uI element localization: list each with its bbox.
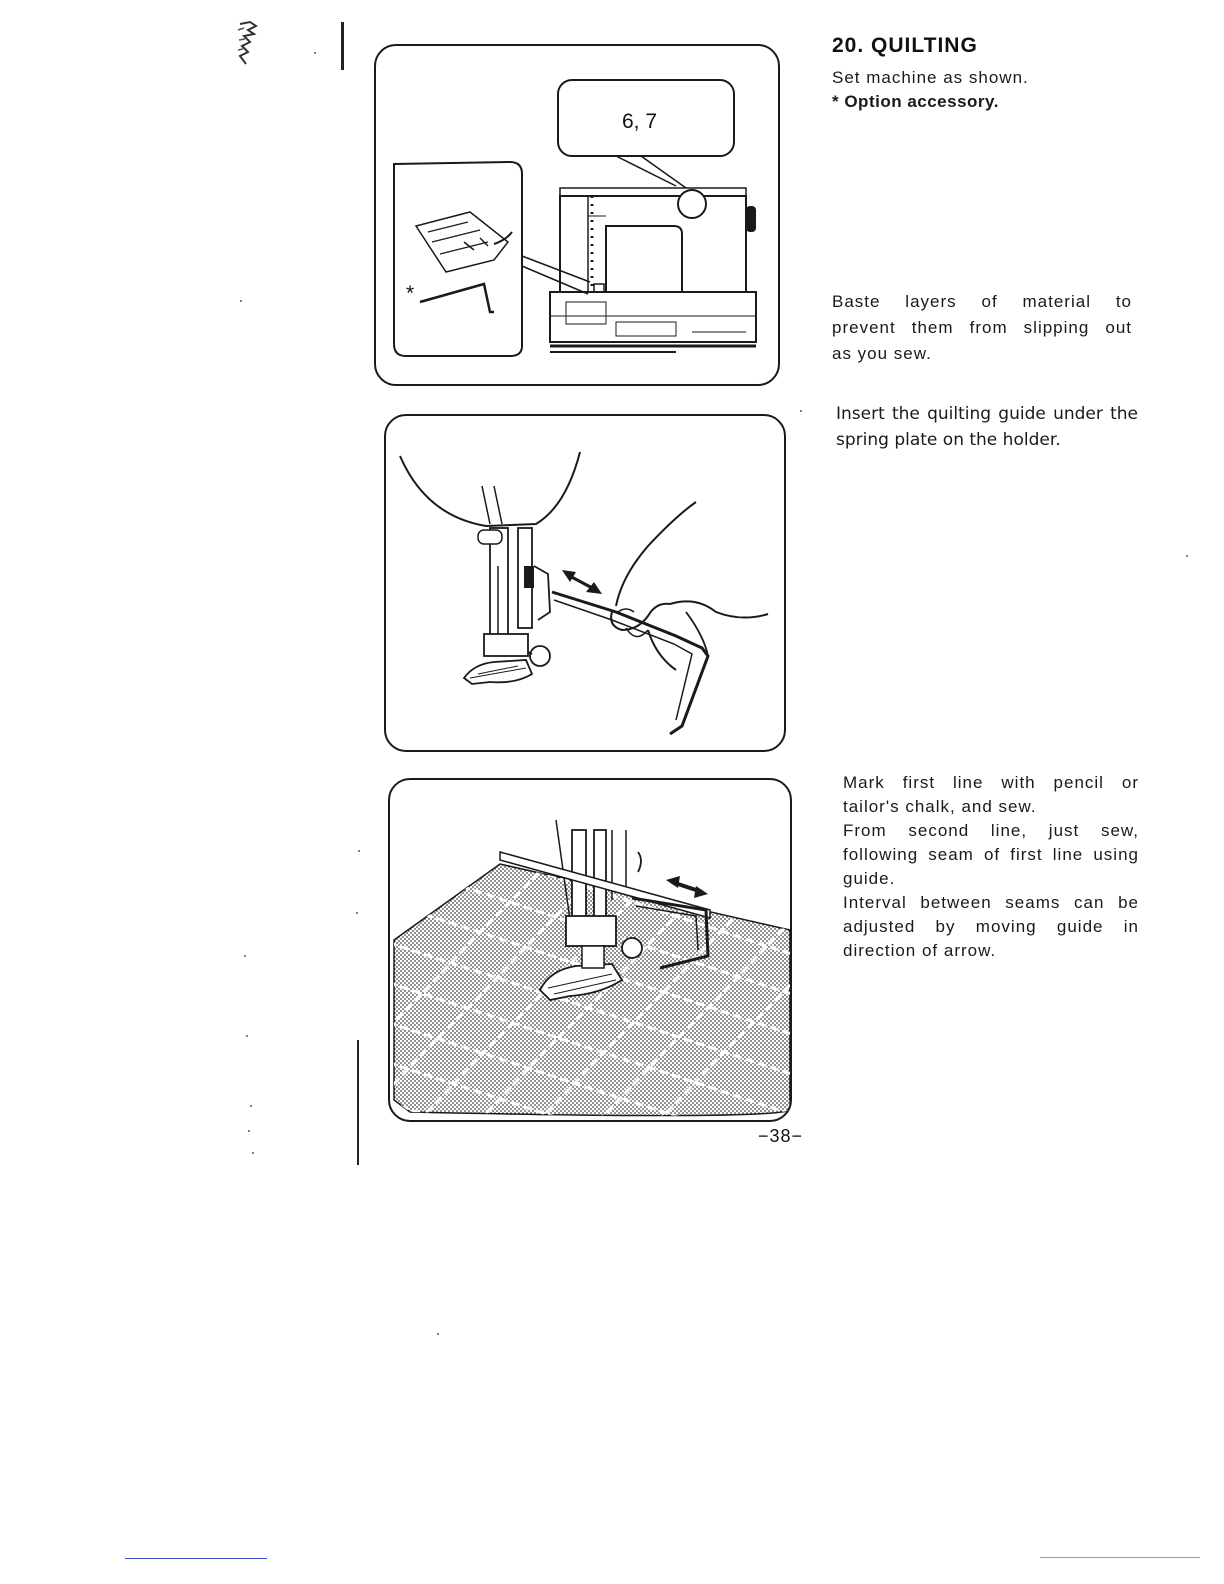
scan-speck (240, 300, 242, 302)
binding-mark-bottom (357, 1040, 359, 1165)
quilting-fabric-illustration (390, 780, 790, 1120)
baste-paragraph (832, 289, 1132, 367)
callout-label: 6, 7 (622, 110, 658, 133)
mark-line: Interval between seams can be (843, 893, 1139, 912)
insert-guide-illustration (386, 416, 784, 750)
accessory-asterisk: * (406, 282, 415, 305)
mark-line: adjusted by moving guide in (843, 917, 1139, 936)
binding-mark-top (341, 22, 344, 70)
machine-setup-figure (374, 44, 780, 386)
option-accessory-note: * Option accessory. (832, 92, 999, 111)
intro-line: Set machine as shown. (832, 68, 1029, 87)
scan-speck (314, 52, 316, 54)
mark-line: guide. (843, 869, 896, 888)
scan-speck (248, 1130, 250, 1132)
insert-line: Insert the quilting guide under the (836, 404, 1138, 424)
scan-speck (250, 1105, 252, 1107)
scan-speck (246, 1035, 248, 1037)
insert-paragraph (836, 401, 1138, 453)
scan-smudge (236, 20, 262, 70)
insert-line: spring plate on the holder. (836, 430, 1061, 450)
scan-speck (358, 850, 360, 852)
scan-speck (800, 410, 802, 412)
mark-line: following seam of first line using (843, 845, 1139, 864)
footer-link-underline (125, 1558, 267, 1559)
mark-line: tailor's chalk, and sew. (843, 797, 1037, 816)
mark-paragraph (843, 771, 1139, 963)
footer-rule (1040, 1557, 1200, 1558)
sewing-machine-illustration (376, 46, 778, 384)
scan-speck (252, 1152, 254, 1154)
scan-speck (244, 955, 246, 957)
section-title: 20. QUILTING (832, 34, 978, 57)
scan-speck (1186, 555, 1188, 557)
mark-line: From second line, just sew, (843, 821, 1139, 840)
quilting-guide-figure (388, 778, 792, 1122)
baste-line: as you sew. (832, 344, 932, 363)
mark-line: Mark first line with pencil or (843, 773, 1139, 792)
baste-line: Baste layers of material to (832, 292, 1132, 311)
intro-text (832, 66, 1132, 114)
page-number: −38− (758, 1126, 804, 1146)
mark-line: direction of arrow. (843, 941, 997, 960)
scan-speck (437, 1333, 439, 1335)
baste-line: prevent them from slipping out (832, 318, 1132, 337)
scan-speck (356, 912, 358, 914)
insert-guide-figure (384, 414, 786, 752)
